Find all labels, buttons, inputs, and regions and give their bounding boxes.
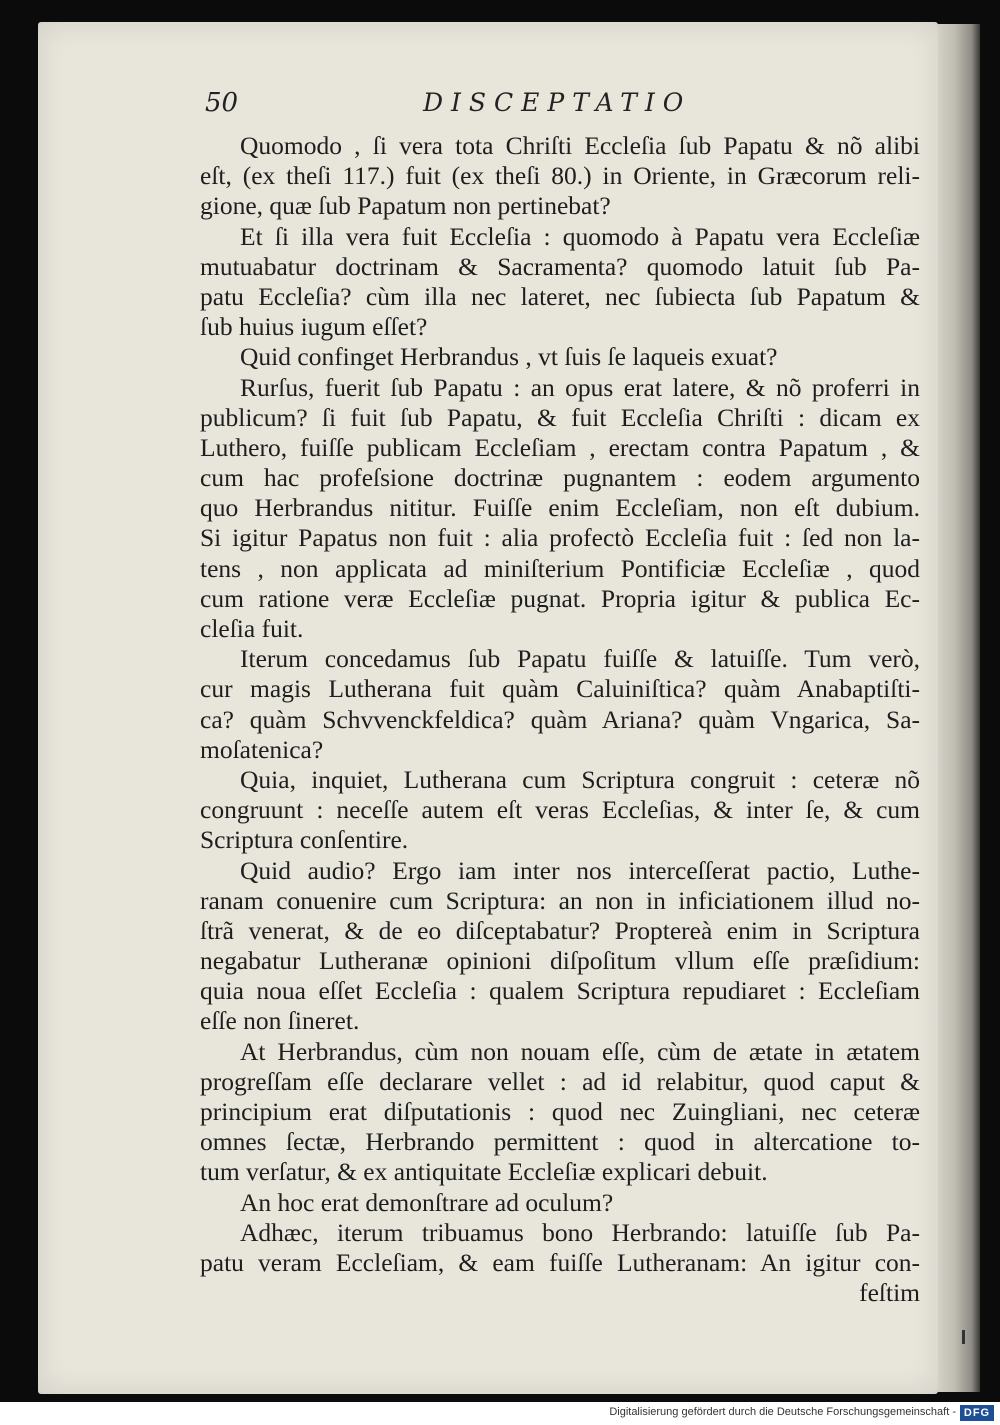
text-line: cleſia fuit. — [200, 614, 304, 643]
text-line: negabatur Lutheranæ opinioni diſpoſitum vllum eſſe præſidium: — [200, 946, 920, 976]
page-number: 50 — [205, 88, 239, 118]
text-line: Rurſus, fuerit ſub Papatu : an opus erat latere, & nõ proferri in — [240, 372, 920, 402]
text-line: ſub huius iugum eſſet? — [200, 312, 428, 342]
text-line: At Herbrandus, cùm non nouam eſſe, cùm de ætate in ætatem — [240, 1036, 920, 1066]
text-line: eſt, (ex theſi 117.) fuit (ex theſi 80.) in Oriente, in Græcorum reli- — [200, 161, 920, 191]
text-line: Adhæc, iterum tribuamus bono Herbrando: latuiſſe ſub Pa- — [240, 1217, 920, 1247]
text-line: tens , non applicata ad miniſterium Pontificiæ Eccleſiæ , quod — [200, 553, 920, 583]
text-line: cum hac profeſsione doctrinæ pugnantem : eodem argumento — [200, 463, 920, 493]
text-line: eſſe non ſineret. — [200, 1006, 360, 1036]
catchword: feſtim — [859, 1278, 920, 1308]
page-edge — [938, 24, 980, 1392]
footer-credit: Digitalisierung gefördert durch die Deutsche Forschungsgemeinschaft - — [609, 1406, 956, 1418]
running-title: DISCEPTATIO — [423, 88, 692, 117]
text-line: cur magis Lutherana fuit quàm Caluiniſtica? quàm Anabaptiſti- — [200, 674, 920, 704]
text-line: ranam conuenire cum Scriptura: an non in inficiationem illud no- — [200, 885, 920, 915]
running-head — [205, 88, 925, 128]
text-line: Quid confinget Herbrandus , vt ſuis ſe laqueis exuat? — [240, 342, 778, 372]
text-line: Luthero, fuiſſe publicam Eccleſiam , erectam contra Papatum , & — [200, 432, 920, 462]
page-mark — [962, 1330, 965, 1344]
text-line: cum ratione veræ Eccleſiæ pugnat. Propria igitur & publica Ec- — [200, 583, 920, 613]
digitization-footer — [0, 1402, 1000, 1425]
text-line: gione, quæ ſub Papatum non pertinebat? — [200, 191, 611, 221]
text-line: An hoc erat demonſtrare ad oculum? — [240, 1187, 614, 1217]
dfg-logo: DFG — [960, 1405, 994, 1421]
text-line: ſtrã venerat, & de eo diſceptabatur? Proptereà enim in Scriptura — [200, 915, 920, 945]
text-line: Si igitur Papatus non fuit : alia profectò Eccleſia fuit : ſed non la- — [200, 523, 920, 553]
text-line: Quia, inquiet, Lutherana cum Scriptura congruit : ceteræ nõ — [240, 764, 920, 794]
text-line: publicum? ſi fuit ſub Papatu, & fuit Eccleſia Chriſti : dicam ex — [200, 402, 920, 432]
text-line: progreſſam eſſe declarare vellet : ad id relabitur, quod caput & — [200, 1066, 920, 1096]
text-line: Quomodo , ſi vera tota Chriſti Eccleſia ſub Papatu & nõ alibi — [240, 131, 920, 160]
text-line: quo Herbrandus nititur. Fuiſſe enim Eccleſiam, non eſt dubium. — [200, 493, 920, 523]
text-line: Et ſi illa vera fuit Eccleſia : quomodo à Papatu vera Eccleſiæ — [240, 221, 920, 251]
text-line: Scriptura conſentire. — [200, 825, 409, 855]
text-line: moſatenica? — [200, 734, 324, 764]
body-text — [200, 131, 920, 1308]
text-line: patu veram Eccleſiam, & eam fuiſſe Lutheranam: An igitur con- — [200, 1247, 920, 1277]
text-line: principium erat diſputationis : quod nec Zuingliani, nec ceteræ — [200, 1097, 920, 1126]
text-line: patu Eccleſia? cùm illa nec lateret, nec ſubiecta ſub Papatum & — [200, 281, 920, 311]
text-line: omnes ſectæ, Herbrando permittent : quod in altercatione to- — [200, 1127, 920, 1157]
text-line: Quid audio? Ergo iam inter nos interceſſerat pactio, Luthe- — [240, 855, 920, 885]
text-line: mutuabatur doctrinam & Sacramenta? quomodo latuit ſub Pa- — [200, 251, 920, 281]
text-line: Iterum concedamus ſub Papatu fuiſſe & latuiſſe. Tum verò, — [240, 644, 920, 674]
text-line: ca? quàm Schvvenckfeldica? quàm Ariana? quàm Vngarica, Sa- — [200, 704, 920, 734]
text-line: congruunt : neceſſe autem eſt veras Eccleſias, & inter ſe, & cum — [200, 795, 920, 825]
text-line: quia noua eſſet Eccleſia : qualem Scriptura repudiaret : Eccleſiam — [200, 976, 920, 1006]
text-line: tum verſatur, & ex antiquitate Eccleſiæ explicari debuit. — [200, 1157, 768, 1187]
